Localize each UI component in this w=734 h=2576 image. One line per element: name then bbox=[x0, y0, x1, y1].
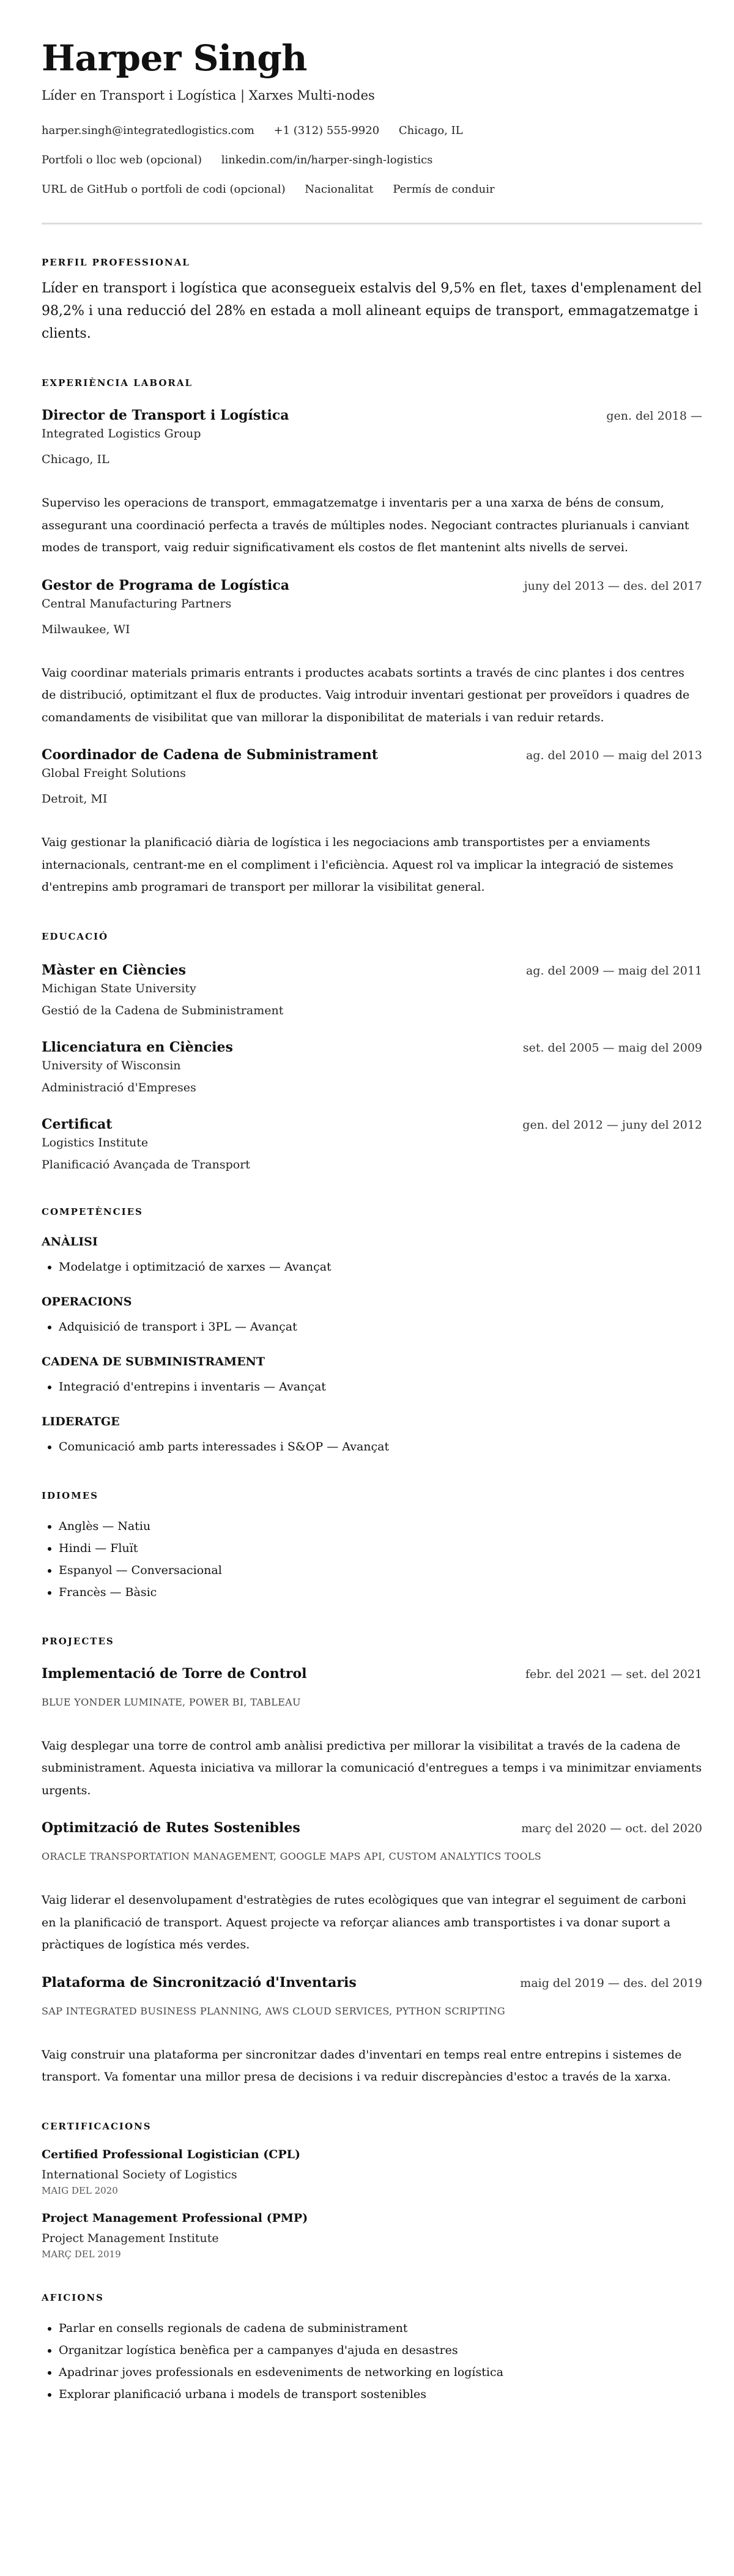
certifications-section bbox=[42, 2120, 702, 2260]
skill-category: OPERACIONS bbox=[42, 1294, 132, 1308]
hobby-item: • Apadrinar joves professionals en esdeveniments de networking en logística bbox=[59, 2361, 702, 2383]
projects-section bbox=[42, 1635, 702, 2088]
school-name: Michigan State University bbox=[42, 981, 196, 995]
language-item: • Espanyol — Conversacional bbox=[59, 1559, 702, 1581]
driving-license: Permís de conduir bbox=[393, 183, 495, 196]
project-entry bbox=[42, 1819, 702, 1956]
certification-issuer: Project Management Institute bbox=[42, 2231, 219, 2245]
project-entry bbox=[42, 1665, 702, 1802]
skill-category: LIDERATGE bbox=[42, 1414, 120, 1428]
company-name: Central Manufacturing Partners bbox=[42, 596, 232, 611]
project-name: Plataforma de Sincronització d'Inventaris bbox=[42, 1974, 357, 1991]
resume-header bbox=[42, 38, 702, 198]
language-item: • Hindi — Fluït bbox=[59, 1537, 702, 1559]
candidate-name: Harper Singh bbox=[42, 37, 307, 79]
education-dates: ag. del 2009 — maig del 2011 bbox=[525, 963, 702, 978]
language-item: • Anglès — Natiu bbox=[59, 1515, 702, 1537]
section-title: IDIOMES bbox=[42, 1490, 98, 1501]
experience-entry bbox=[42, 746, 702, 899]
entry-header bbox=[42, 1819, 702, 1837]
github-link[interactable]: URL de GitHub o portfoli de codi (opcional) bbox=[42, 183, 286, 196]
certification-name: Certified Professional Logistician (CPL) bbox=[42, 2147, 300, 2161]
experience-entry bbox=[42, 406, 702, 559]
job-title: Coordinador de Cadena de Subministrament bbox=[42, 747, 378, 763]
job-description: Vaig gestionar la planificació diària de logística i les negociacions amb transportistes per a enviaments internacionals, centrant-me en el compliment i l'eficiència. Aquest rol va implicar la integració de sistemes d'entrepins amb programari de transport per millorar la visibilitat general. bbox=[42, 836, 673, 894]
skill-list bbox=[42, 1256, 702, 1278]
certification-name: Project Management Professional (PMP) bbox=[42, 2211, 308, 2225]
headline: Líder en Transport i Logística | Xarxes Multi-nodes bbox=[42, 88, 375, 103]
education-dates: gen. del 2012 — juny del 2012 bbox=[522, 1118, 702, 1132]
section-title: EDUCACIÓ bbox=[42, 930, 109, 942]
school-name: University of Wisconsin bbox=[42, 1058, 181, 1072]
education-dates: set. del 2005 — maig del 2009 bbox=[522, 1041, 702, 1055]
skill-list bbox=[42, 1436, 702, 1458]
job-location: Detroit, MI bbox=[42, 792, 108, 806]
job-dates: ag. del 2010 — maig del 2013 bbox=[525, 749, 702, 762]
job-dates: gen. del 2018 — bbox=[606, 409, 702, 423]
skill-item: • Comunicació amb parts interessades i S&OP — Avançat bbox=[59, 1436, 702, 1458]
job-description: Vaig coordinar materials primaris entrants i productes acabats sortints a través de cinc plantes i dos centres de distribució, optimitzant el flux de productes. Vaig introduir inventari gestionat per proveïdors i quadres de comandaments de visibilitat que van millorar la disponibilitat de materials i van reduir retards. bbox=[42, 666, 690, 724]
degree: Llicenciatura en Ciències bbox=[42, 1039, 233, 1055]
project-description: Vaig construir una plataforma per sincronitzar dades d'inventari en temps real entre entrepins i sistemes de transport. Va fomentar una millor presa de decisions i va reduir discrepàncies d'estoc a través de la xarxa. bbox=[42, 2047, 682, 2084]
company-name: Integrated Logistics Group bbox=[42, 427, 201, 440]
email-link[interactable]: harper.singh@integratedlogistics.com bbox=[42, 124, 254, 137]
job-location: Chicago, IL bbox=[42, 453, 109, 466]
project-dates: febr. del 2021 — set. del 2021 bbox=[525, 1667, 702, 1681]
project-technologies: ORACLE TRANSPORTATION MANAGEMENT, GOOGLE MAPS API, CUSTOM ANALYTICS TOOLS bbox=[42, 1850, 542, 1862]
project-dates: maig del 2019 — des. del 2019 bbox=[520, 1976, 702, 1990]
project-technologies: BLUE YONDER LUMINATE, POWER BI, TABLEAU bbox=[42, 1696, 301, 1708]
entry-header bbox=[42, 1665, 702, 1683]
degree: Màster en Ciències bbox=[42, 962, 187, 978]
location: Chicago, IL bbox=[398, 124, 463, 137]
hobby-list bbox=[42, 2317, 702, 2405]
nationality: Nacionalitat bbox=[305, 183, 374, 196]
field-of-study: Gestió de la Cadena de Subministrament bbox=[42, 1003, 284, 1017]
profile-section bbox=[42, 256, 702, 345]
degree: Certificat bbox=[42, 1116, 113, 1132]
section-title: COMPETÈNCIES bbox=[42, 1206, 143, 1217]
job-title: Gestor de Programa de Logística bbox=[42, 577, 290, 593]
education-entry bbox=[42, 961, 702, 1020]
extra-row bbox=[42, 181, 702, 198]
entry-header bbox=[42, 576, 702, 595]
education-entry bbox=[42, 1038, 702, 1097]
contact-row bbox=[42, 122, 702, 139]
skills-section bbox=[42, 1206, 702, 1458]
hobby-item: • Explorar planificació urbana i models de transport sostenibles bbox=[59, 2383, 702, 2405]
portfolio-link[interactable]: Portfoli o lloc web (opcional) bbox=[42, 154, 202, 166]
skill-list bbox=[42, 1376, 702, 1398]
section-title: PERFIL PROFESSIONAL bbox=[42, 257, 190, 268]
languages-section bbox=[42, 1490, 702, 1603]
entry-header bbox=[42, 1973, 702, 1992]
links-row bbox=[42, 152, 702, 169]
education-section bbox=[42, 930, 702, 1174]
language-item: • Francès — Bàsic bbox=[59, 1581, 702, 1603]
hobby-item: • Organitzar logística benèfica per a campanyes d'ajuda en desastres bbox=[59, 2339, 702, 2361]
section-title: AFICIONS bbox=[42, 2292, 104, 2303]
project-name: Implementació de Torre de Control bbox=[42, 1665, 307, 1682]
entry-header bbox=[42, 406, 702, 425]
skill-item: • Integració d'entrepins i inventaris — Avançat bbox=[59, 1376, 702, 1398]
section-title: PROJECTES bbox=[42, 1635, 114, 1647]
certification-entry bbox=[42, 2146, 702, 2196]
certification-issuer: International Society of Logistics bbox=[42, 2167, 237, 2181]
project-dates: març del 2020 — oct. del 2020 bbox=[521, 1822, 702, 1835]
skill-category: CADENA DE SUBMINISTRAMENT bbox=[42, 1354, 265, 1368]
education-entry bbox=[42, 1115, 702, 1174]
project-technologies: SAP INTEGRATED BUSINESS PLANNING, AWS CLOUD SERVICES, PYTHON SCRIPTING bbox=[42, 2005, 505, 2017]
job-title: Director de Transport i Logística bbox=[42, 407, 289, 423]
experience-section bbox=[42, 377, 702, 899]
skill-category: ANÀLISI bbox=[42, 1234, 98, 1249]
entry-header bbox=[42, 1038, 702, 1056]
project-entry bbox=[42, 1973, 702, 2088]
certification-date: MARÇ DEL 2019 bbox=[42, 2248, 121, 2260]
job-dates: juny del 2013 — des. del 2017 bbox=[524, 579, 702, 593]
project-description: Vaig liderar el desenvolupament d'estratègies de rutes ecològiques que van integrar el seguiment de carboni en la planificació de transport. Aquest projecte va reforçar aliances amb transportistes i va donar suport a pràctiques de logística més verdes. bbox=[42, 1893, 686, 1951]
skill-list bbox=[42, 1316, 702, 1338]
profile-summary: Líder en transport i logística que aconsegueix estalvis del 9,5% en flet, taxes d'emplenament del 98,2% i una reducció del 28% en estada a moll alineant equips de transport, emmagatzematge i clients. bbox=[42, 281, 702, 341]
experience-entry bbox=[42, 576, 702, 729]
skill-item: • Adquisició de transport i 3PL — Avançat bbox=[59, 1316, 702, 1338]
school-name: Logistics Institute bbox=[42, 1135, 149, 1149]
job-location: Milwaukee, WI bbox=[42, 622, 130, 636]
language-list bbox=[42, 1515, 702, 1603]
header-divider bbox=[42, 223, 702, 225]
project-description: Vaig desplegar una torre de control amb anàlisi predictiva per millorar la visibilitat a través de la cadena de subministrament. Aquesta iniciativa va millorar la comunicació d'entregues a temps i va minimitzar enviaments urgents. bbox=[42, 1739, 702, 1797]
hobby-item: • Parlar en consells regionals de cadena de subministrament bbox=[59, 2317, 702, 2339]
entry-header bbox=[42, 961, 702, 979]
company-name: Global Freight Solutions bbox=[42, 766, 186, 780]
entry-header bbox=[42, 746, 702, 764]
job-description: Superviso les operacions de transport, emmagatzematge i inventaris per a una xarxa de béns de consum, assegurant una coordinació perfecta a través de múltiples nodes. Negociant contractes plurianuals i canviant modes de transport, vaig reduir significativament els costos de flet mantenint alts nivells de servei. bbox=[42, 496, 689, 554]
field-of-study: Administració d'Empreses bbox=[42, 1080, 196, 1094]
certification-entry bbox=[42, 2210, 702, 2260]
certification-date: MAIG DEL 2020 bbox=[42, 2184, 118, 2196]
phone: +1 (312) 555-9920 bbox=[273, 124, 380, 137]
hobbies-section bbox=[42, 2292, 702, 2405]
section-title: CERTIFICACIONS bbox=[42, 2120, 152, 2132]
entry-header bbox=[42, 1115, 702, 1134]
project-name: Optimització de Rutes Sostenibles bbox=[42, 1820, 300, 1836]
field-of-study: Planificació Avançada de Transport bbox=[42, 1157, 250, 1171]
skill-item: • Modelatge i optimització de xarxes — Avançat bbox=[59, 1256, 702, 1278]
section-title: EXPERIÈNCIA LABORAL bbox=[42, 377, 193, 388]
linkedin-link[interactable]: linkedin.com/in/harper-singh-logistics bbox=[221, 154, 433, 166]
